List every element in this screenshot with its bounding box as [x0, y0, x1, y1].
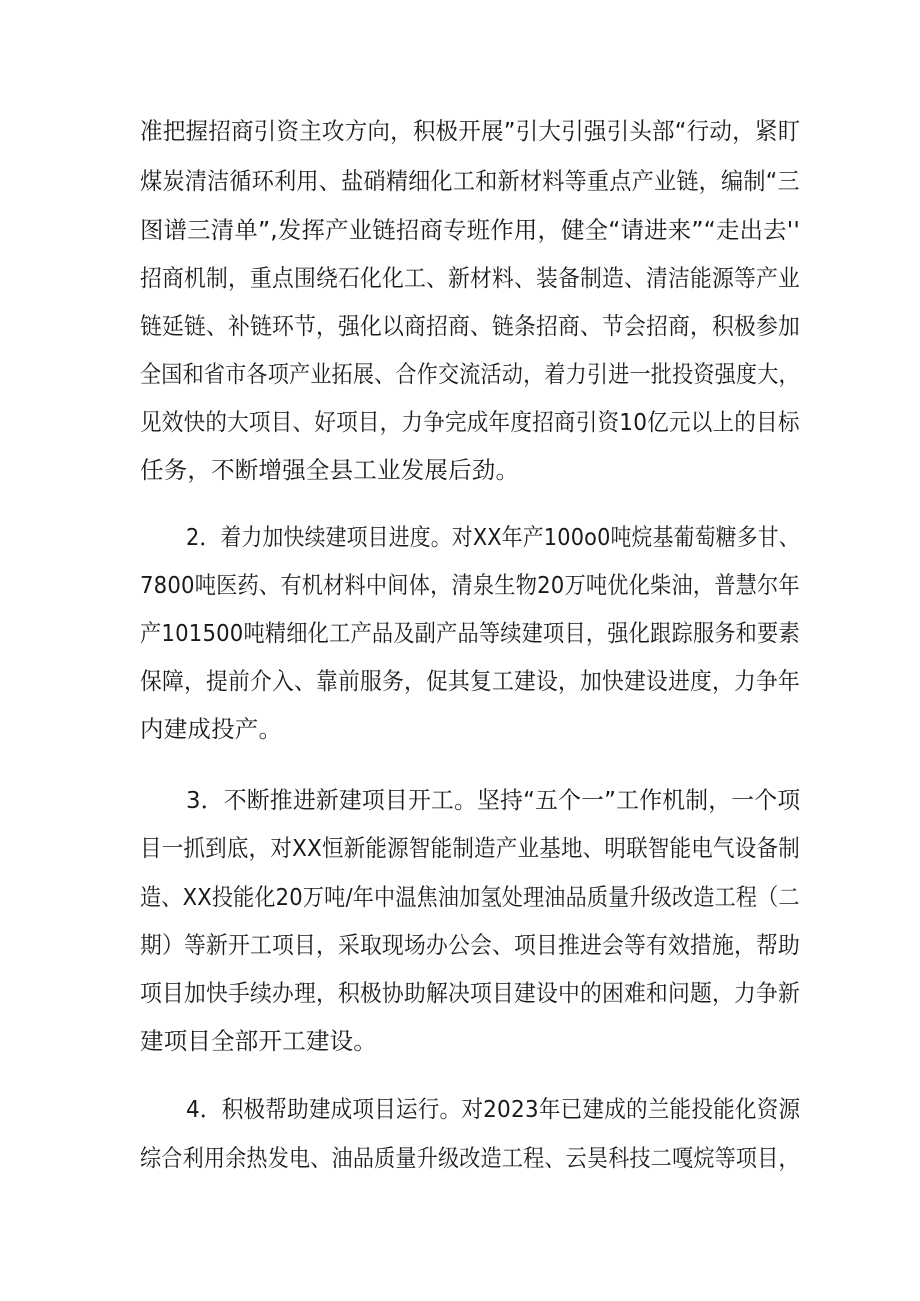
- text-line: 链延链、补链环节，强化以商招商、链条招商、节会招商，积极参加: [140, 312, 801, 340]
- text-line: 综合利用余热发电、油品质量升级改造工程、云昊科技二嘎烷等项目，: [140, 1144, 800, 1172]
- text-line: 内建成投产。: [140, 715, 283, 743]
- text-line: 招商机制，重点围绕石化化工、新材料、装备制造、清洁能源等产业: [140, 264, 801, 292]
- text-line: 目一抓到底，对XX恒新能源智能制造产业基地、明联智能电气设备制: [140, 834, 800, 862]
- text-line: 全国和省市各项产业拓展、合作交流活动，着力引进一批投资强度大，: [140, 360, 800, 388]
- text-line: 2．着力加快续建项目进度。对XX年产100o0吨烷基葡萄糖多甘、: [186, 523, 800, 551]
- text-line: 3．不断推进新建项目开工。坚持“五个一”工作机制，一个项: [186, 786, 801, 814]
- text-line: 准把握招商引资主攻方向，积极开展”引大引强引头部“行动，紧盯: [140, 117, 801, 145]
- text-line: 4．积极帮助建成项目运行。对2023年已建成的兰能投能化资源: [186, 1095, 801, 1123]
- text-line: 产101500吨精细化工产品及副产品等续建项目，强化跟踪服务和要素: [140, 619, 800, 647]
- text-line: 见效快的大项目、好项目，力争完成年度招商引资10亿元以上的目标: [140, 408, 800, 436]
- text-line: 保障，提前介入、靠前服务，促其复工建设，加快建设进度，力争年: [140, 667, 801, 695]
- text-line: 期）等新开工项目，采取现场办公会、项目推进会等有效措施，帮助: [140, 931, 801, 959]
- text-line: 任务，不断增强全县工业发展后劲。: [140, 456, 520, 484]
- text-line: 煤炭清洁循环利用、盐硝精细化工和新材料等重点产业链，编制“三: [140, 167, 800, 195]
- text-line: 建项目全部开工建设。: [140, 1027, 377, 1055]
- text-line: 7800吨医药、有机材料中间体，清泉生物20万吨优化柴油，普慧尔年: [140, 571, 800, 599]
- text-line: 项目加快手续办理，积极协助解决项目建设中的困难和问题，力争新: [140, 979, 801, 1007]
- text-line: 造、XX投能化20万吨/年中温焦油加氢处理油品质量升级改造工程（二: [140, 883, 800, 911]
- text-line: 图谱三清单”,发挥产业链招商专班作用，健全“请进来”“走出去'': [140, 216, 801, 244]
